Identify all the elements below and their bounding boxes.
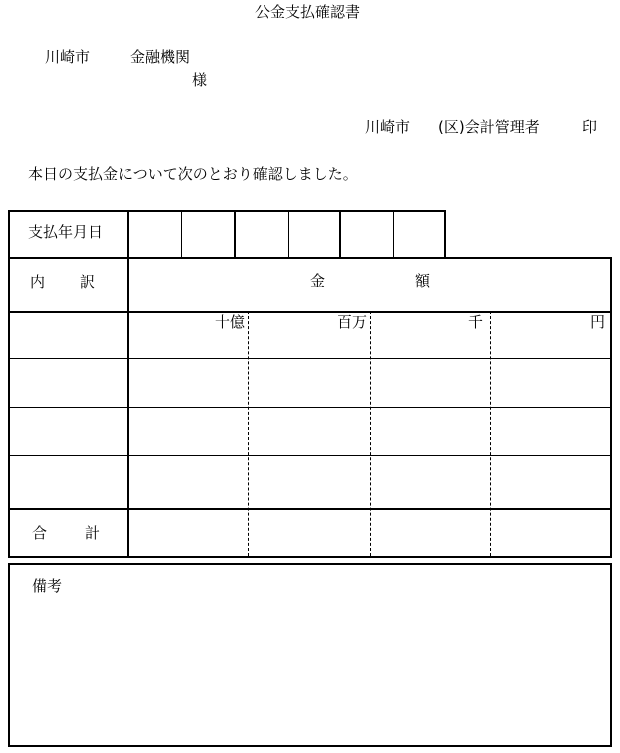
breakdown-label: 内訳	[30, 273, 131, 291]
digit-header-thousands: 千	[468, 313, 484, 331]
date-cell-day-tens	[341, 212, 393, 255]
table-row-divider	[8, 358, 612, 359]
table-right-border	[610, 257, 612, 558]
table-border-line	[8, 556, 612, 558]
remarks-label: 備考	[32, 577, 63, 595]
confirmation-statement: 本日の支払金について次のとおり確認しました。	[28, 165, 358, 183]
remarks-content-area	[12, 600, 608, 743]
breakdown-item-cell	[10, 409, 127, 453]
date-cell-divider	[181, 210, 182, 257]
digit-header-yen: 円	[590, 313, 606, 331]
recipient-city: 川崎市	[45, 48, 91, 66]
breakdown-item-cell	[10, 457, 127, 506]
issuer-city: 川崎市	[365, 118, 411, 136]
date-row-right-border	[444, 210, 446, 259]
date-cell-month-units	[289, 212, 339, 255]
table-border-line	[8, 257, 612, 259]
total-label: 合計	[32, 524, 139, 542]
amount-label: 金額	[310, 272, 521, 290]
recipient-institution: 金融機関	[130, 48, 191, 66]
date-cell-year-units	[183, 212, 234, 255]
date-cell-month-tens	[236, 212, 288, 255]
issuer-seal-mark: 印	[582, 118, 598, 136]
date-cell-day-units	[394, 212, 444, 255]
date-cell-year-tens	[129, 212, 181, 255]
total-amount-row	[129, 510, 610, 554]
breakdown-item-cell	[10, 360, 127, 405]
payment-date-label: 支払年月日	[28, 223, 104, 241]
issuer-office: (区)会計管理者	[438, 118, 540, 136]
digit-header-billions: 十億	[215, 313, 246, 331]
digit-header-millions: 百万	[337, 313, 368, 331]
table-border-line	[8, 311, 612, 313]
form-title: 公金支払確認書	[255, 3, 361, 21]
recipient-honorific: 様	[192, 71, 208, 89]
table-row-divider	[8, 455, 612, 456]
table-row-divider	[8, 407, 612, 408]
amount-row	[129, 457, 610, 506]
amount-row	[129, 409, 610, 453]
amount-row	[129, 360, 610, 405]
